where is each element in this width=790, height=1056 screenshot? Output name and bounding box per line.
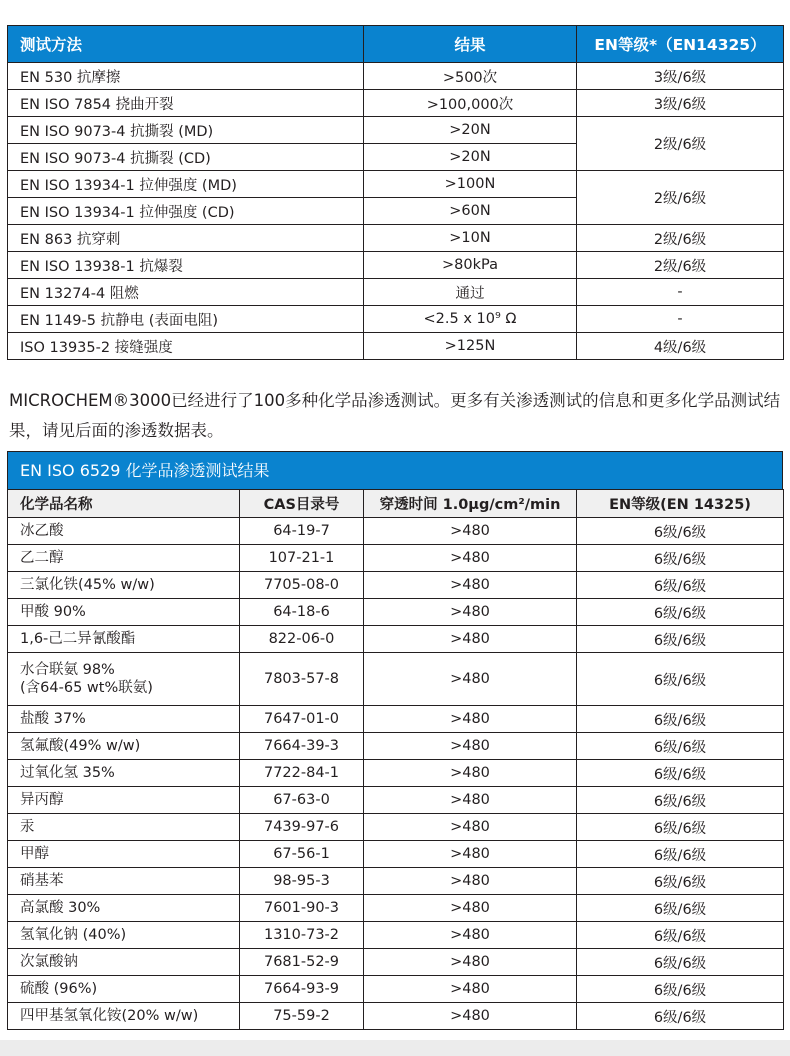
chemical-name-text: 硫酸 (96%) [20, 981, 98, 997]
chemical-name-text: 冰乙酸 [20, 523, 64, 539]
chemical-name-note: (含64-65 wt%联氨) [20, 680, 153, 696]
en-grade: 6级/6级 [577, 545, 784, 572]
chemical-name [8, 787, 240, 814]
test-table-header-row [8, 26, 784, 63]
breakthrough-time: >480 [364, 787, 577, 814]
chemical-name-text: 水合联氨 98% [20, 662, 115, 678]
table-row [8, 922, 784, 949]
en-grade: 6级/6级 [577, 733, 784, 760]
header-en-grade: EN等级*（EN14325） [577, 26, 784, 63]
breakthrough-time: >480 [364, 949, 577, 976]
chemical-name [8, 949, 240, 976]
chemical-name-text: 三氯化铁(45% w/w) [20, 577, 155, 593]
cas-number: 75-59-2 [240, 1003, 364, 1030]
test-result: >20N [364, 144, 577, 171]
test-results-table [7, 25, 784, 360]
en-grade: 6级/6级 [577, 949, 784, 976]
test-grade: 2级/6级 [577, 171, 784, 225]
chemical-permeation-table [7, 489, 784, 1030]
breakthrough-time: >480 [364, 976, 577, 1003]
test-grade: 2级/6级 [577, 252, 784, 279]
chemical-name-text: 盐酸 37% [20, 711, 86, 727]
table-row [8, 306, 784, 333]
en-grade: 6级/6级 [577, 653, 784, 706]
test-method: EN 863 抗穿刺 [8, 225, 364, 252]
chemical-name [8, 626, 240, 653]
table-row [8, 279, 784, 306]
test-grade: 2级/6级 [577, 117, 784, 171]
cas-number: 107-21-1 [240, 545, 364, 572]
test-grade: 3级/6级 [577, 90, 784, 117]
cas-number: 7803-57-8 [240, 653, 364, 706]
breakthrough-time: >480 [364, 518, 577, 545]
chemical-name [8, 976, 240, 1003]
test-grade: 2级/6级 [577, 225, 784, 252]
cas-number: 7664-93-9 [240, 976, 364, 1003]
table-row [8, 572, 784, 599]
test-result: >100,000次 [364, 90, 577, 117]
chemical-name [8, 760, 240, 787]
table-row [8, 333, 784, 360]
chemical-name [8, 922, 240, 949]
cas-number: 7601-90-3 [240, 895, 364, 922]
chemical-name [8, 868, 240, 895]
test-method: EN ISO 9073-4 抗撕裂 (MD) [8, 117, 364, 144]
test-result: 通过 [364, 279, 577, 306]
breakthrough-time: >480 [364, 922, 577, 949]
test-result: >10N [364, 225, 577, 252]
chemical-name-text: 汞 [20, 819, 35, 835]
table-row [8, 1003, 784, 1030]
test-grade: 3级/6级 [577, 63, 784, 90]
table-row [8, 653, 784, 706]
chemical-name-text: 氢氟酸(49% w/w) [20, 738, 141, 754]
test-result: >60N [364, 198, 577, 225]
test-method: EN 1149-5 抗静电 (表面电阻) [8, 306, 364, 333]
table-row [8, 787, 784, 814]
test-method: EN 13274-4 阻燃 [8, 279, 364, 306]
cas-number: 7439-97-6 [240, 814, 364, 841]
test-grade: - [577, 279, 784, 306]
en-grade: 6级/6级 [577, 518, 784, 545]
en-grade: 6级/6级 [577, 599, 784, 626]
test-method: EN 530 抗摩擦 [8, 63, 364, 90]
chemical-name-text: 异丙醇 [20, 792, 64, 808]
test-result: >80kPa [364, 252, 577, 279]
test-result: <2.5 x 10⁹ Ω [364, 306, 577, 333]
test-result: >500次 [364, 63, 577, 90]
header-cas-number: CAS目录号 [240, 490, 364, 518]
breakthrough-time: >480 [364, 653, 577, 706]
chem-table-header-row [8, 490, 784, 518]
table-row [8, 760, 784, 787]
en-grade: 6级/6级 [577, 1003, 784, 1030]
en-grade: 6级/6级 [577, 626, 784, 653]
chemical-name [8, 545, 240, 572]
breakthrough-time: >480 [364, 868, 577, 895]
table-row [8, 117, 784, 144]
en-grade: 6级/6级 [577, 922, 784, 949]
cas-number: 7681-52-9 [240, 949, 364, 976]
breakthrough-time: >480 [364, 1003, 577, 1030]
cas-number: 7722-84-1 [240, 760, 364, 787]
table-row [8, 706, 784, 733]
table-row [8, 841, 784, 868]
header-result: 结果 [364, 26, 577, 63]
cas-number: 67-63-0 [240, 787, 364, 814]
breakthrough-time: >480 [364, 895, 577, 922]
breakthrough-time: >480 [364, 626, 577, 653]
test-method: EN ISO 9073-4 抗撕裂 (CD) [8, 144, 364, 171]
test-result: >125N [364, 333, 577, 360]
chemical-name [8, 518, 240, 545]
breakthrough-time: >480 [364, 706, 577, 733]
page-bottom-band [0, 1040, 790, 1056]
test-method: EN ISO 13934-1 拉伸强度 (CD) [8, 198, 364, 225]
test-grade: 4级/6级 [577, 333, 784, 360]
breakthrough-time: >480 [364, 599, 577, 626]
en-grade: 6级/6级 [577, 787, 784, 814]
chemical-name-text: 乙二醇 [20, 550, 64, 566]
chemical-name-text: 过氧化氢 35% [20, 765, 115, 781]
en-grade: 6级/6级 [577, 572, 784, 599]
chemical-name-text: 高氯酸 30% [20, 900, 101, 916]
chemical-name [8, 733, 240, 760]
chemical-name [8, 706, 240, 733]
table-row [8, 90, 784, 117]
header-en-grade: EN等级(EN 14325) [577, 490, 784, 518]
test-method: ISO 13935-2 接缝强度 [8, 333, 364, 360]
chemical-name [8, 599, 240, 626]
header-breakthrough-time: 穿透时间 1.0μg/cm²/min [364, 490, 577, 518]
en-grade: 6级/6级 [577, 868, 784, 895]
breakthrough-time: >480 [364, 545, 577, 572]
cas-number: 98-95-3 [240, 868, 364, 895]
chemical-name-text: 甲酸 90% [20, 604, 86, 620]
table-row [8, 814, 784, 841]
cas-number: 67-56-1 [240, 841, 364, 868]
chemical-name-text: 硝基苯 [20, 873, 64, 889]
chemical-name-text: 四甲基氢氧化铵(20% w/w) [20, 1008, 199, 1024]
test-method: EN ISO 13934-1 拉伸强度 (MD) [8, 171, 364, 198]
en-grade: 6级/6级 [577, 760, 784, 787]
cas-number: 7664-39-3 [240, 733, 364, 760]
cas-number: 7647-01-0 [240, 706, 364, 733]
table-row [8, 895, 784, 922]
test-result: >20N [364, 117, 577, 144]
table-row [8, 868, 784, 895]
chemical-table-title: EN ISO 6529 化学品渗透测试结果 [7, 451, 783, 489]
table-row [8, 599, 784, 626]
en-grade: 6级/6级 [577, 841, 784, 868]
chemical-name [8, 1003, 240, 1030]
chemical-name [8, 814, 240, 841]
table-row [8, 733, 784, 760]
chemical-name-text: 氢氧化钠 (40%) [20, 927, 127, 943]
header-test-method: 测试方法 [8, 26, 364, 63]
breakthrough-time: >480 [364, 760, 577, 787]
chemical-permeation-section [7, 451, 783, 1030]
chemical-name [8, 895, 240, 922]
cas-number: 1310-73-2 [240, 922, 364, 949]
table-row [8, 976, 784, 1003]
test-result: >100N [364, 171, 577, 198]
cas-number: 64-18-6 [240, 599, 364, 626]
breakthrough-time: >480 [364, 572, 577, 599]
en-grade: 6级/6级 [577, 976, 784, 1003]
intro-paragraph: MICROCHEM®3000已经进行了100多种化学品渗透测试。更多有关渗透测试的信息和更多化学品测试结果，请见后面的渗透数据表。 [9, 391, 781, 440]
test-method: EN ISO 7854 挠曲开裂 [8, 90, 364, 117]
chemical-name [8, 653, 240, 706]
chemical-name-text: 1,6-己二异氰酸酯 [20, 631, 136, 647]
test-method: EN ISO 13938-1 抗爆裂 [8, 252, 364, 279]
table-row [8, 252, 784, 279]
cas-number: 7705-08-0 [240, 572, 364, 599]
header-chemical-name: 化学品名称 [8, 490, 240, 518]
table-row [8, 518, 784, 545]
test-grade: - [577, 306, 784, 333]
table-row [8, 171, 784, 198]
chemical-name [8, 572, 240, 599]
chemical-name [8, 841, 240, 868]
table-row [8, 949, 784, 976]
en-grade: 6级/6级 [577, 895, 784, 922]
breakthrough-time: >480 [364, 733, 577, 760]
table-row [8, 63, 784, 90]
breakthrough-time: >480 [364, 841, 577, 868]
table-row [8, 545, 784, 572]
chemical-name-text: 次氯酸钠 [20, 954, 78, 970]
chemical-name-text: 甲醇 [20, 846, 49, 862]
en-grade: 6级/6级 [577, 706, 784, 733]
en-grade: 6级/6级 [577, 814, 784, 841]
table-row [8, 225, 784, 252]
table-row [8, 626, 784, 653]
breakthrough-time: >480 [364, 814, 577, 841]
cas-number: 822-06-0 [240, 626, 364, 653]
cas-number: 64-19-7 [240, 518, 364, 545]
